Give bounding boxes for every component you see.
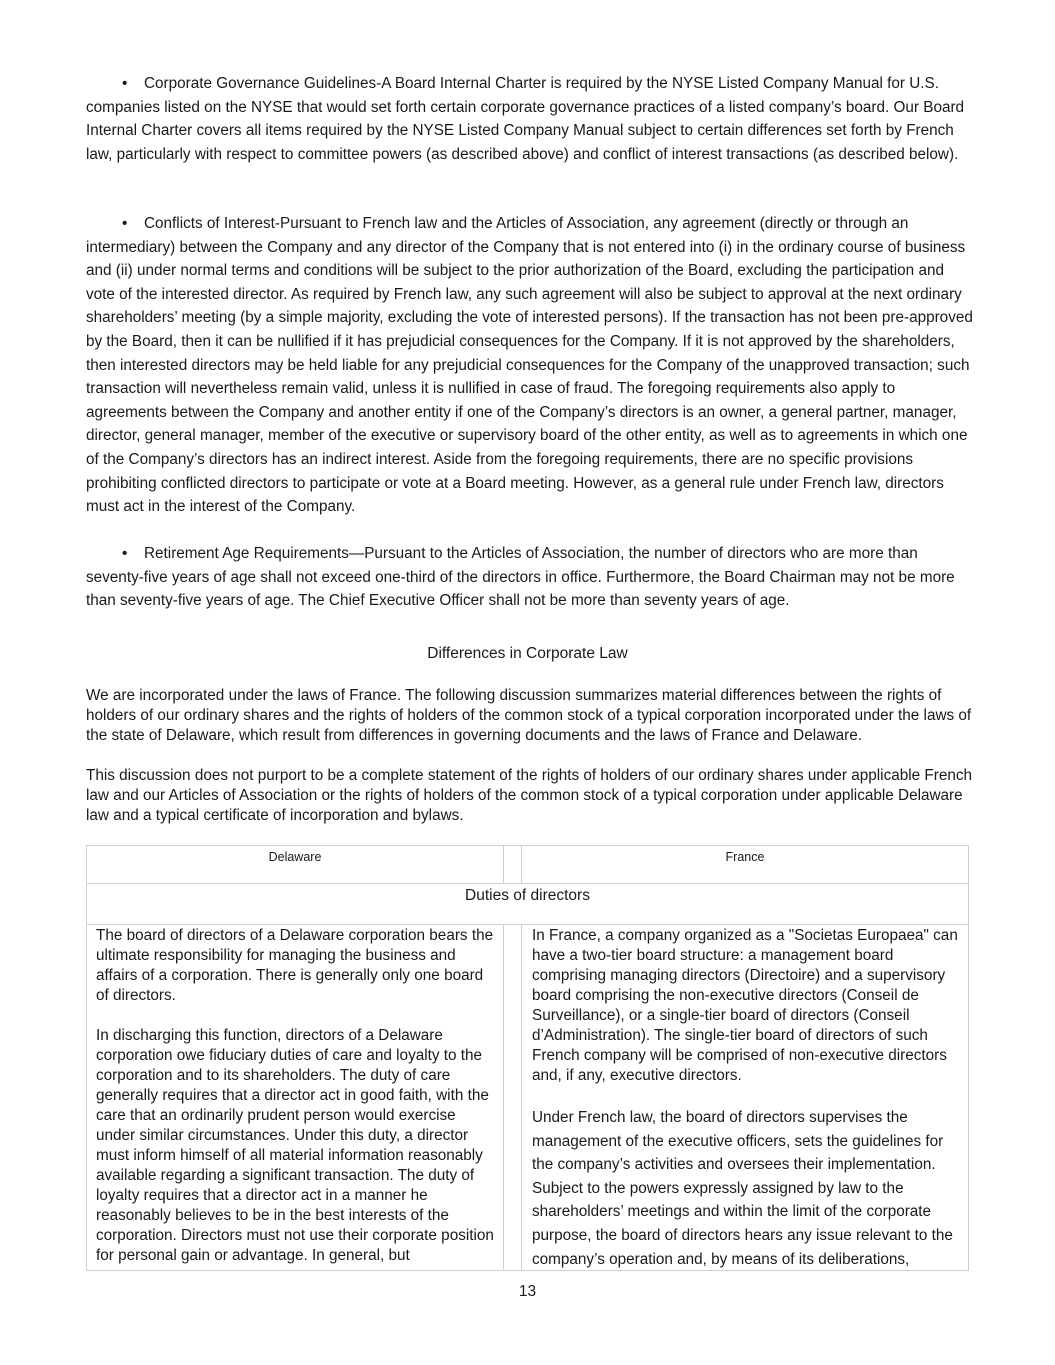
column-header-delaware: Delaware bbox=[268, 850, 322, 864]
delaware-paragraph: In discharging this function, directors of a Delaware corporation owe fiduciary duties of care and loyalty to the corporation and to its shareholders. The duty of care generally requires that a director act in good faith, with the care that an ordinarily prudent person would exercise under similar circumstances. Under this duty, a director must inform himself of all material information reasonably available regarding a significant transaction. The duty of loyalty requires that a director act in a manner he reasonably believes to be in the best interests of the corporation. Directors must not use their corporate position for personal gain or advantage. In general, but bbox=[96, 1027, 494, 1264]
bullet-text: Pursuant to French law and the Articles of Association, any agreement (directly or through an intermediary) between the Company and any director of the Company that is not entered into (i) in the ordinary course of business and (ii) under normal terms and conditions will be subject to the prior authorization of the Board, excluding the participation and vote of the interested director. As required by French law, any such agreement will also be subject to approval at the next ordinary shareholders’ meeting (by a simple majority, excluding the vote of interested persons). If the transaction has not been pre-approved by the Board, then it can be nullified if it has prejudicial consequences for the Company. If it is not approved by the shareholders, then interested directors may be held liable for any prejudicial consequences for the Company of the unapproved transaction; such transaction will nevertheless remain valid, unless it is nullified in case of fraud. The foregoing requirements also apply to agreements between the Company and another entity if one of the Company’s directors is an owner, a general partner, manager, director, general manager, member of the executive or supervisory board of the other entity, as well as to agreements in which one of the Company’s directors has an indirect interest. Aside from the foregoing requirements, there are no specific provisions prohibiting conflicted directors to participate or vote at a Board meeting. However, as a general rule under French law, directors must act in the interest of the Company. bbox=[86, 215, 973, 516]
bullet-label: Retirement Age Requirements bbox=[144, 545, 349, 562]
table-divider bbox=[503, 925, 504, 1271]
bullet-text: A Board Internal Charter is required by the NYSE Listed Company Manual for U.S. companies listed on the NYSE that would set forth certain corporate governance practices of a listed company’s board. Our Board Internal Charter covers all items required by the NYSE Listed Company Manual subject to certain differences set forth by French law, particularly with respect to committee powers (as described above) and conflict of interest transactions (as described below). bbox=[86, 75, 965, 163]
delaware-cell bbox=[96, 926, 496, 1266]
bullet-icon: • bbox=[122, 75, 128, 92]
bullet-retirement bbox=[86, 542, 976, 613]
france-paragraph: In France, a company organized as a "Societas Europaea" can have a two-tier board structure: a management board comprising managing directors (Directoire) and a supervisory board comprising the non-executive directors (Conseil de Surveillance), or a single-tier board of directors (Conseil d’Administration). The single-tier board of directors of such French company will be comprised of non-executive directors and, if any, executive directors. bbox=[532, 927, 958, 1084]
table-divider bbox=[87, 924, 968, 925]
bullet-label: Conflicts of Interest- bbox=[144, 215, 281, 232]
bullet-label: Corporate Governance Guidelines- bbox=[144, 75, 382, 92]
intro-paragraph: This discussion does not purport to be a complete statement of the rights of holders of our ordinary shares under applicable French law and our Articles of Association or the rights of holders of the common stock of a typical corporation under applicable Delaware law and a typical certificate of incorporation and bylaws. bbox=[86, 767, 973, 824]
section-heading: Differences in Corporate Law bbox=[427, 645, 628, 662]
bullet-icon: • bbox=[122, 215, 128, 232]
intro-paragraph: We are incorporated under the laws of France. The following discussion summarizes material differences between the rights of holders of our ordinary shares and the rights of holders of the common stock of a typical corporation incorporated under the laws of the state of Delaware, which result from differences in governing documents and the laws of France and Delaware. bbox=[86, 687, 972, 744]
france-cell bbox=[532, 926, 964, 1271]
bullet-governance bbox=[86, 72, 976, 166]
comparison-table bbox=[86, 845, 969, 1271]
column-header-france: France bbox=[725, 850, 765, 864]
table-divider bbox=[521, 925, 522, 1271]
row-title: Duties of directors bbox=[465, 887, 590, 904]
bullet-conflicts bbox=[86, 212, 976, 519]
table-divider bbox=[503, 846, 504, 884]
bullet-icon: • bbox=[122, 545, 128, 562]
delaware-paragraph: The board of directors of a Delaware corporation bears the ultimate responsibility for managing the business and affairs of a corporation. There is generally only one board of directors. bbox=[96, 927, 494, 1004]
page-number: 13 bbox=[518, 1283, 537, 1300]
france-paragraph: Under French law, the board of directors supervises the management of the executive officers, sets the guidelines for the company’s activities and oversees their implementation. Subject to the powers expressly assigned by law to the shareholders’ meetings and within the limit of the corporate purpose, the board of directors hears any issue relevant to the company’s operation and, by means of its deliberations, bbox=[532, 1109, 953, 1268]
bullet-text: —Pursuant to the Articles of Association, the number of directors who are more than seventy-five years of age shall not exceed one-third of the directors in office. Furthermore, the Board Chairman may not be more than seventy-five years of age. The Chief Executive Officer shall not be more than seventy years of age. bbox=[86, 545, 955, 610]
